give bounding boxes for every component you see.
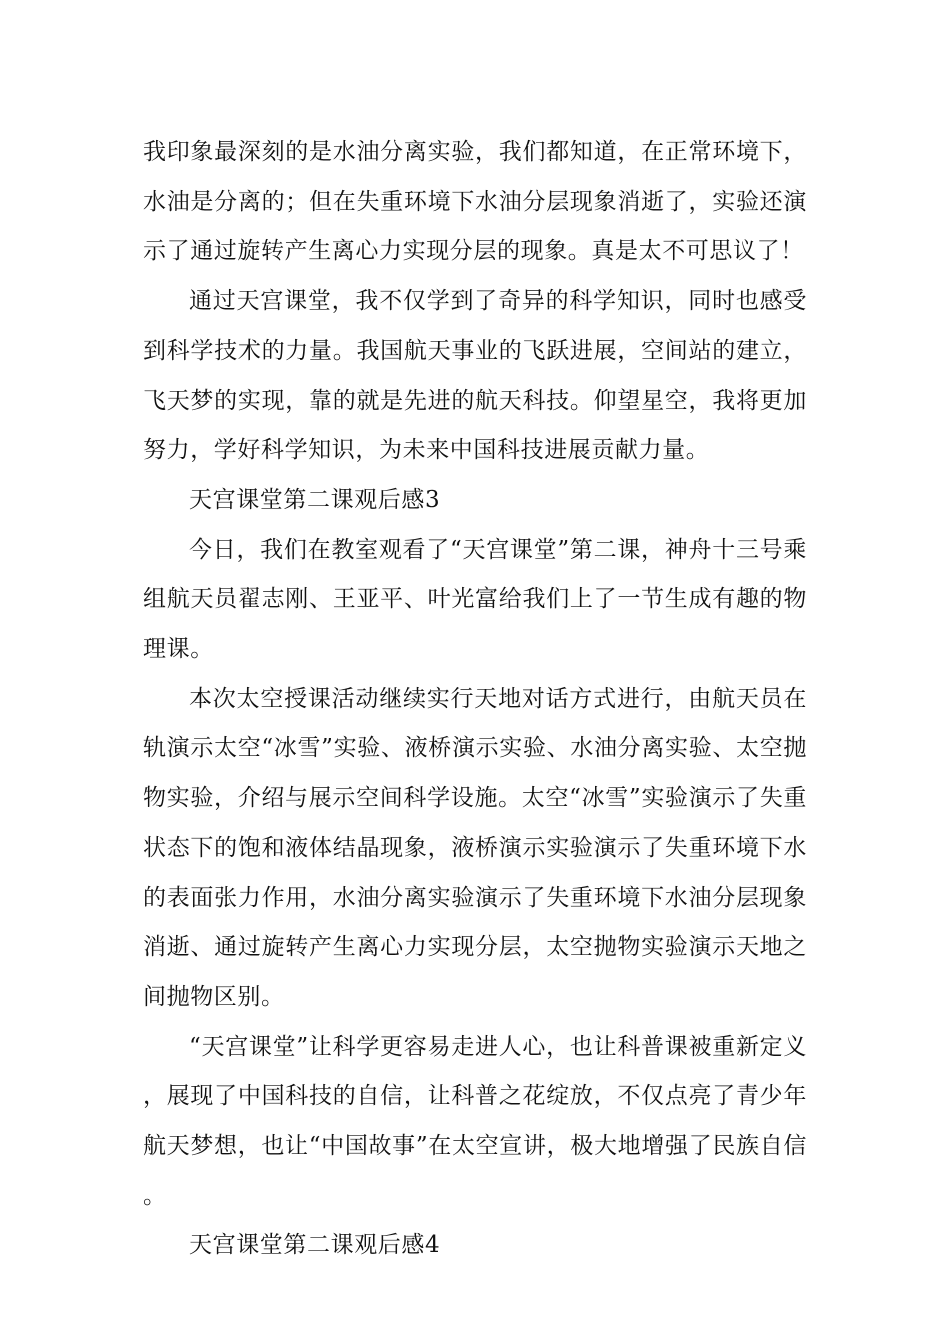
paragraph-science-power: 通过天宫课堂，我不仅学到了奇异的科学知识，同时也感受到科学技术的力量。我国航天事业的飞跃进展，空间站的建立，飞天梦的实现，靠的就是先进的航天科技。仰望星空，我将更加努力，学好科学知识，为未来中国科技进展贡献力量。	[143, 288, 807, 464]
section-heading-3: 天宫课堂第二课观后感3	[189, 486, 441, 513]
paragraph-experiments-summary: 本次太空授课活动继续实行天地对话方式进行，由航天员在轨演示太空“冰雪”实验、液桥演示实验、水油分离实验、太空抛物实验，介绍与展示空间科学设施。太空“冰雪”实验演示了失重状态下的饱和液体结晶现象，液桥演示实验演示了失重环境下水的表面张力作用，水油分离实验演示了失重环境下水油分层现象消逝、通过旋转产生离心力实现分层，太空抛物实验演示天地之间抛物区别。	[143, 685, 807, 1010]
paragraph-oil-water-experiment: 我印象最深刻的是水油分离实验，我们都知道，在正常环境下，水油是分离的；但在失重环境下水油分层现象消逝了，实验还演示了通过旋转产生离心力实现分层的现象。真是太不可思议了！	[143, 139, 807, 265]
section-heading-4: 天宫课堂第二课观后感4	[189, 1232, 441, 1259]
paragraph-tiangong-significance: “天宫课堂”让科学更容易走进人心，也让科普课被重新定义，展现了中国科技的自信，让科普之花绽放，不仅点亮了青少年航天梦想，也让“中国故事”在太空宣讲，极大地增强了民族自信。	[143, 1033, 807, 1209]
document-body	[143, 128, 807, 1271]
paragraph-classroom-viewing: 今日，我们在教室观看了“天宫课堂”第二课，神舟十三号乘组航天员翟志刚、王亚平、叶光富给我们上了一节生成有趣的物理课。	[143, 536, 807, 663]
